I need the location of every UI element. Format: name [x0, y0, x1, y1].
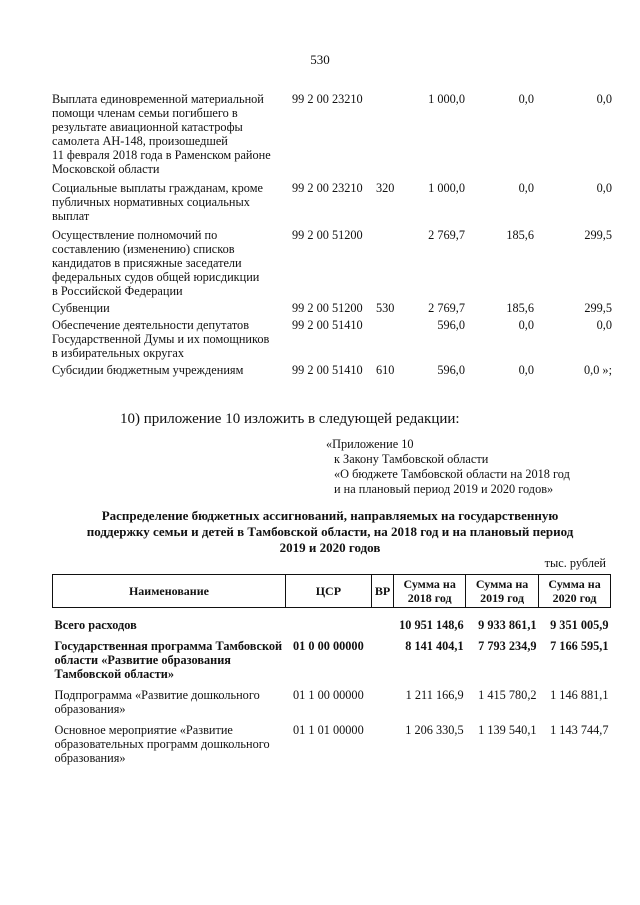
row-2019: 185,6 [506, 228, 534, 242]
table-row [52, 228, 612, 298]
row-csr: 99 2 00 51200 [292, 301, 363, 315]
row-2018: 1 211 166,9 [405, 688, 464, 702]
row-2020: 0,0 »; [583, 363, 612, 377]
row-2019: 185,6 [506, 301, 534, 315]
row-name: Основное мероприятие «Развитие образовательных программ дошкольного образования» [54, 723, 270, 765]
row-name: Обеспечение деятельности депутатов Государственной Думы и их помощников в избирательных округах [52, 318, 270, 360]
row-csr: 01 1 01 00000 [293, 723, 364, 737]
row-2019: 7 793 234,9 [478, 639, 537, 653]
row-vr [371, 688, 393, 716]
row-2020: 9 351 005,9 [550, 618, 609, 632]
page-number: 530 [310, 52, 330, 67]
row-csr: 99 2 00 51410 [292, 318, 363, 332]
row-name: Всего расходов [54, 618, 137, 632]
header-2018: Сумма на 2018 год [394, 575, 466, 608]
row-vr [371, 639, 393, 681]
row-2020: 0,0 [596, 92, 612, 106]
budget-table [52, 574, 611, 772]
row-csr: 99 2 00 23210 [292, 92, 363, 106]
table-row [52, 301, 612, 315]
title-line-1: Распределение бюджетных ассигнований, направляемых на государственную [101, 508, 559, 523]
table-row [53, 688, 611, 716]
units-label: тыс. рублей [544, 556, 606, 570]
row-2018: 2 769,7 [428, 228, 465, 242]
table-row [52, 363, 612, 377]
row-csr: 01 1 00 00000 [293, 688, 364, 702]
header-vr: ВР [371, 575, 393, 608]
document-title [60, 508, 600, 556]
title-line-2: поддержку семьи и детей в Тамбовской области, на 2018 год и на плановый период [86, 524, 574, 539]
table-row [52, 181, 612, 223]
row-name: Выплата единовременной материальной помощи членам семьи погибшего в результате авиационной катастрофы самолета АН-148, произошедшей 11 февраля 2018 года в Раменском районе Московской области [52, 92, 271, 176]
row-2019: 0,0 [518, 363, 534, 377]
row-vr: 320 [376, 181, 395, 195]
annex-line-4: и на плановый период 2019 и 2020 годов» [334, 482, 554, 496]
title-line-3: 2019 и 2020 годов [279, 540, 381, 555]
row-vr [371, 723, 393, 765]
row-2020: 0,0 [596, 318, 612, 332]
row-vr: 610 [376, 363, 395, 377]
row-2019: 0,0 [518, 92, 534, 106]
row-2018: 8 141 404,1 [405, 639, 464, 653]
row-name: Осуществление полномочий по составлению (изменению) списков кандидатов в присяжные заседатели федеральных судов общей юрисдикции в Российской Федерации [52, 228, 260, 298]
row-csr: 99 2 00 23210 [292, 181, 363, 195]
row-2020: 1 143 744,7 [550, 723, 609, 737]
annex-heading [326, 437, 570, 497]
row-name: Подпрограмма «Развитие дошкольного образования» [54, 688, 260, 716]
amendment-instruction: 10) приложение 10 изложить в следующей редакции: [120, 411, 460, 427]
row-csr [285, 618, 371, 632]
row-2019: 0,0 [518, 181, 534, 195]
row-2018: 2 769,7 [428, 301, 465, 315]
row-name: Социальные выплаты гражданам, кроме публичных нормативных социальных выплат [52, 181, 263, 223]
row-2020: 0,0 [596, 181, 612, 195]
row-2020: 299,5 [584, 228, 612, 242]
table-row [53, 618, 611, 632]
table-row [53, 723, 611, 765]
header-csr: ЦСР [285, 575, 371, 608]
table-row [52, 318, 612, 360]
header-2019: Сумма на 2019 год [466, 575, 539, 608]
annex-line-1: «Приложение 10 [326, 437, 414, 451]
table-header-row [53, 575, 611, 608]
row-2019: 0,0 [518, 318, 534, 332]
header-name: Наименование [53, 575, 286, 608]
row-2018: 596,0 [437, 363, 465, 377]
row-vr [371, 618, 393, 632]
row-csr: 99 2 00 51410 [292, 363, 363, 377]
row-2018: 10 951 148,6 [399, 618, 464, 632]
row-2018: 1 000,0 [428, 181, 465, 195]
row-2019: 1 139 540,1 [478, 723, 537, 737]
annex-line-3: «О бюджете Тамбовской области на 2018 год [334, 467, 570, 481]
row-2019: 1 415 780,2 [478, 688, 537, 702]
row-2020: 7 166 595,1 [550, 639, 609, 653]
row-2018: 596,0 [437, 318, 465, 332]
row-2018: 1 206 330,5 [405, 723, 464, 737]
row-2020: 1 146 881,1 [550, 688, 609, 702]
table-row [52, 92, 612, 176]
row-vr: 530 [376, 301, 395, 315]
row-2018: 1 000,0 [428, 92, 465, 106]
continuation-table [52, 92, 612, 377]
table-row [53, 639, 611, 681]
row-2019: 9 933 861,1 [478, 618, 537, 632]
row-2020: 299,5 [584, 301, 612, 315]
annex-line-2: к Закону Тамбовской области [334, 452, 489, 466]
row-csr: 99 2 00 51200 [292, 228, 363, 242]
row-name: Субсидии бюджетным учреждениям [52, 363, 244, 377]
row-csr: 01 0 00 00000 [293, 639, 364, 653]
row-name: Государственная программа Тамбовской области «Развитие образования Тамбовской области» [54, 639, 283, 681]
header-2020: Сумма на 2020 год [539, 575, 611, 608]
row-name: Субвенции [52, 301, 110, 315]
